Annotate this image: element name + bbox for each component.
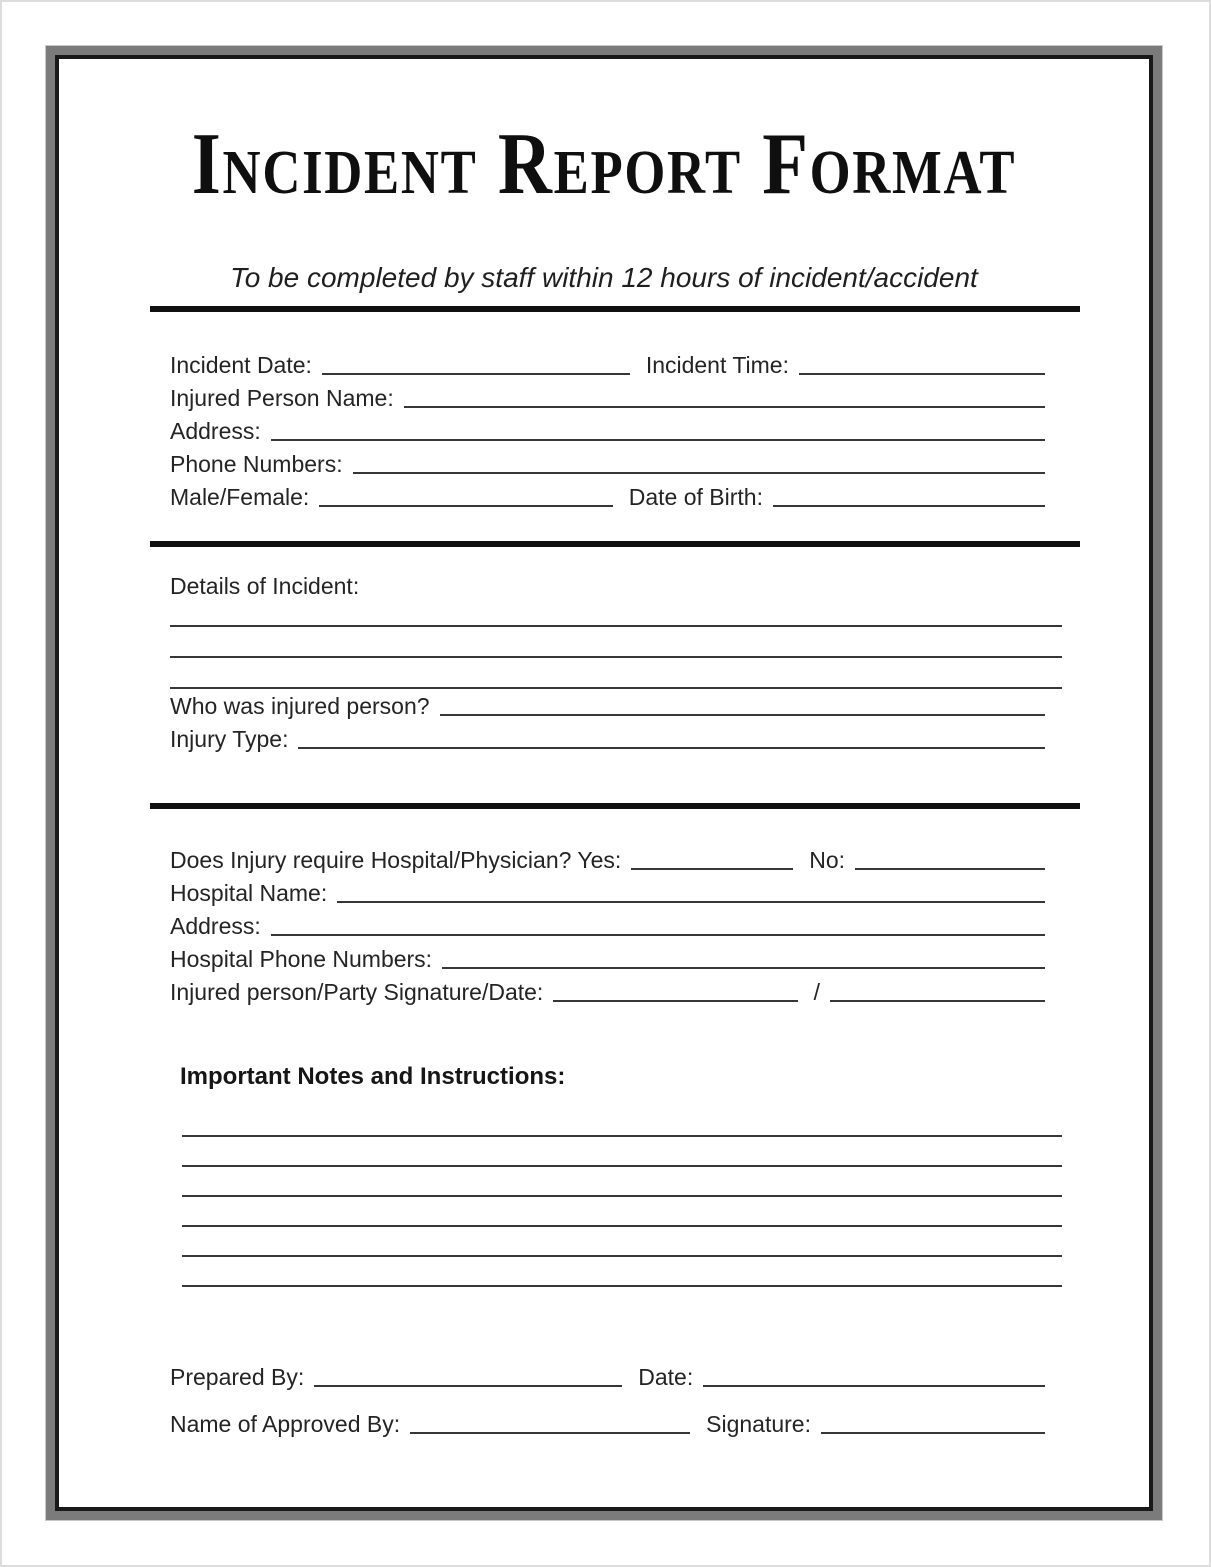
blank-line	[182, 1197, 1062, 1227]
slash-separator: /	[813, 979, 820, 1005]
male-female-label: Male/Female:	[170, 484, 310, 510]
hospital-no-blank	[855, 868, 1045, 870]
hospital-phone-blank	[442, 967, 1045, 969]
blank-line	[182, 1167, 1062, 1197]
page-subtitle: To be completed by staff within 12 hours of incident/accident	[230, 262, 978, 293]
form-page	[55, 55, 1153, 1511]
blank-line	[182, 1257, 1062, 1287]
who-injured-label: Who was injured person?	[170, 693, 430, 719]
field-row-phone-numbers	[170, 447, 1045, 480]
field-row-require-hospital	[170, 843, 1045, 876]
prepared-date-label: Date:	[638, 1364, 694, 1390]
signature-date-blank	[830, 1000, 1045, 1002]
date-of-birth-blank	[773, 505, 1045, 507]
field-row-signature-date	[170, 975, 1045, 1008]
hospital-name-label: Hospital Name:	[170, 880, 328, 906]
field-row-approved-by	[170, 1406, 1045, 1440]
approval-section	[59, 1359, 1149, 1440]
party-signature-blank	[553, 1000, 797, 1002]
field-row-injury-type	[170, 722, 1045, 755]
phone-numbers-label: Phone Numbers:	[170, 451, 343, 477]
blank-line	[170, 627, 1062, 658]
hospital-no-label: No:	[809, 847, 845, 873]
hospital-address-label: Address:	[170, 913, 261, 939]
approved-signature-label: Signature:	[706, 1411, 811, 1437]
personal-info-section	[59, 348, 1149, 513]
section-divider	[150, 803, 1080, 809]
field-row-injured-person-name	[170, 381, 1045, 414]
require-hospital-yes-label: Does Injury require Hospital/Physician? Yes:	[170, 847, 622, 873]
blank-line	[182, 1137, 1062, 1167]
title-block	[59, 115, 1149, 215]
section-divider	[150, 306, 1080, 312]
approved-by-label: Name of Approved By:	[170, 1411, 401, 1437]
prepared-by-label: Prepared By:	[170, 1364, 305, 1390]
date-of-birth-label: Date of Birth:	[628, 484, 763, 510]
field-row-incident-date-time	[170, 348, 1045, 381]
blank-line	[182, 1227, 1062, 1257]
hospital-section	[59, 843, 1149, 1008]
section-divider	[150, 541, 1080, 547]
field-row-gender-dob	[170, 480, 1045, 513]
prepared-date-blank	[703, 1385, 1045, 1387]
hospital-address-blank	[271, 934, 1045, 936]
injured-person-name-label: Injured Person Name:	[170, 385, 394, 411]
phone-numbers-blank	[353, 472, 1045, 474]
incident-date-blank	[322, 373, 630, 375]
field-row-hospital-phone	[170, 942, 1045, 975]
approved-by-blank	[410, 1432, 690, 1434]
injury-type-label: Injury Type:	[170, 726, 289, 752]
address-blank	[271, 439, 1045, 441]
details-of-incident-label: Details of Incident:	[170, 573, 360, 599]
who-injured-blank	[440, 714, 1045, 716]
injury-type-blank	[298, 747, 1045, 749]
field-row-who-injured	[170, 689, 1045, 722]
blank-line	[170, 596, 1062, 627]
approved-signature-blank	[821, 1432, 1045, 1434]
field-row-prepared-by	[170, 1359, 1045, 1393]
field-row-hospital-address	[170, 909, 1045, 942]
blank-line	[170, 658, 1062, 689]
incident-time-label: Incident Time:	[645, 352, 789, 378]
form-content	[59, 59, 1149, 1507]
page-title: Incident Report Format	[191, 116, 1017, 213]
field-row-hospital-name	[170, 876, 1045, 909]
address-label: Address:	[170, 418, 261, 444]
important-notes-heading: Important Notes and Instructions:	[180, 1063, 566, 1090]
incident-time-blank	[799, 373, 1045, 375]
male-female-blank	[319, 505, 612, 507]
notes-blank-lines	[182, 1107, 1062, 1287]
hospital-name-blank	[337, 901, 1045, 903]
incident-details-section	[59, 573, 1149, 755]
field-row-address	[170, 414, 1045, 447]
incident-date-label: Incident Date:	[170, 352, 312, 378]
details-blank-lines	[170, 596, 1062, 689]
injured-person-name-blank	[404, 406, 1045, 408]
signature-date-label: Injured person/Party Signature/Date:	[170, 979, 544, 1005]
hospital-yes-blank	[631, 868, 793, 870]
blank-line	[182, 1107, 1062, 1137]
prepared-by-blank	[314, 1385, 622, 1387]
hospital-phone-label: Hospital Phone Numbers:	[170, 946, 433, 972]
